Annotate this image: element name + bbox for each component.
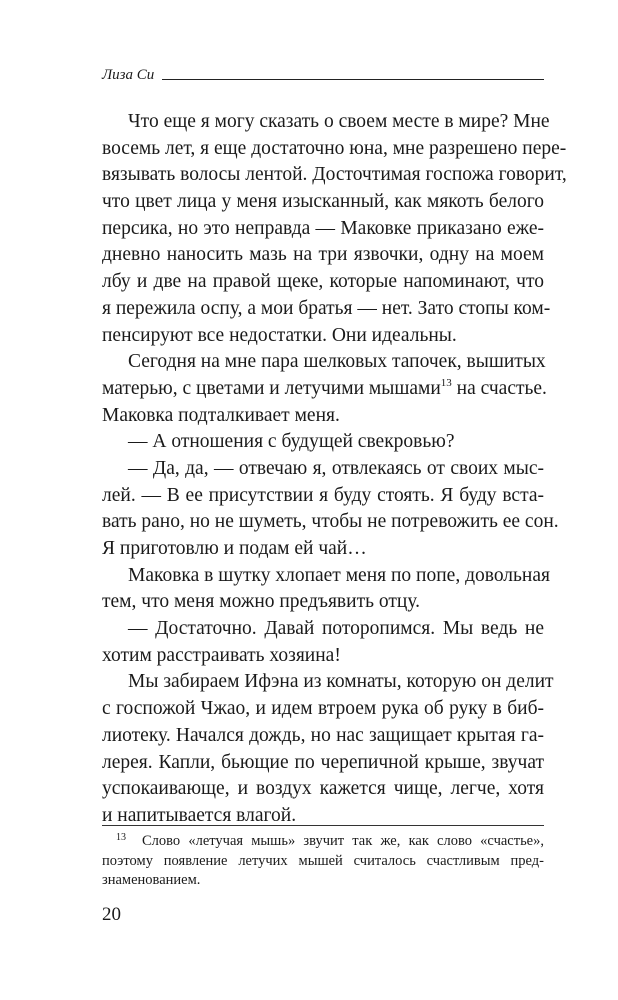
- text-line: хотим расстраивать хозяина!: [102, 644, 341, 666]
- footnote-reference: 13: [440, 376, 452, 389]
- text-line: пенсируют все недостатки. Они идеальны.: [102, 324, 457, 346]
- text-line: я пережила оспу, а мои братья — нет. Зато стопы ком-: [102, 297, 551, 319]
- text-line: — Да, да, — отвечаю я, отвлекаясь от своих мыс-: [128, 457, 544, 479]
- running-title: Лиза Си: [102, 67, 155, 83]
- text-line: Маковка в шутку хлопает меня по попе, довольная: [128, 564, 550, 586]
- text-line: лиотеку. Начался дождь, но нас защищает крытая га-: [102, 724, 544, 746]
- running-head: [102, 58, 544, 84]
- body-text: [102, 109, 567, 830]
- text-line: восемь лет, я еще достаточно юна, мне разрешено пере-: [102, 137, 567, 159]
- text-fragment: матерью, с цветами и летучими мышами: [102, 377, 441, 399]
- footnote-rule: [102, 825, 544, 826]
- text-line: и напитывается влагой.: [102, 804, 297, 826]
- text-line: дневно наносить мазь на три язвочки, одну на моем: [102, 244, 544, 266]
- text-line: Я приготовлю и подам ей чай…: [102, 538, 367, 559]
- text-line: Что еще я могу сказать о своем месте в мире? Мне: [128, 111, 550, 132]
- text-line-with-footnote: [102, 376, 547, 403]
- text-line: вать рано, но не шуметь, чтобы не потревожить ее сон.: [102, 511, 559, 533]
- text-line: с госпожой Чжао, и идем втроем рука об руку в биб-: [102, 698, 544, 720]
- text-fragment: на счастье.: [456, 377, 547, 399]
- text-line: лбу и две на правой щеке, которые напоминают, что: [102, 271, 544, 293]
- footnote-number: 13: [116, 832, 126, 843]
- text-line: вязывать волосы лентой. Досточтимая госпожа говорит,: [102, 164, 567, 186]
- text-line: успокаивающе, и воздух кажется чище, легче, хотя: [102, 778, 544, 800]
- text-line: Сегодня на мне пара шелковых тапочек, вышитых: [128, 351, 546, 373]
- footnote-line: знаменованием.: [102, 872, 201, 888]
- text-line: Мы забираем Ифэна из комнаты, которую он делит: [128, 671, 554, 693]
- text-line: — А отношения с будущей свекровью?: [128, 431, 455, 453]
- text-line: персика, но это неправда — Маковке приказано еже-: [102, 217, 544, 239]
- text-line: лей. — В ее присутствии я буду стоять. Я буду вста-: [102, 484, 544, 506]
- footnote: [102, 832, 544, 891]
- footnote-line: поэтому появление летучих мышей считалось счастливым пред-: [102, 852, 544, 869]
- text-line: Маковка подталкивает меня.: [102, 404, 340, 426]
- footnote-text: Слово «летучая мышь» звучит так же, как слово «счастье»,: [142, 833, 544, 849]
- text-line: — Достаточно. Давай поторопимся. Мы ведь не: [128, 618, 544, 640]
- text-line: что цвет лица у меня изысканный, как мякоть белого: [102, 191, 544, 213]
- footnote-line: [102, 832, 544, 852]
- text-line: лерея. Капли, бьющие по черепичной крыше, звучат: [102, 751, 544, 773]
- text-line: тем, что меня можно предъявить отцу.: [102, 591, 420, 613]
- page-number: 20: [102, 904, 121, 925]
- header-rule: [162, 79, 544, 80]
